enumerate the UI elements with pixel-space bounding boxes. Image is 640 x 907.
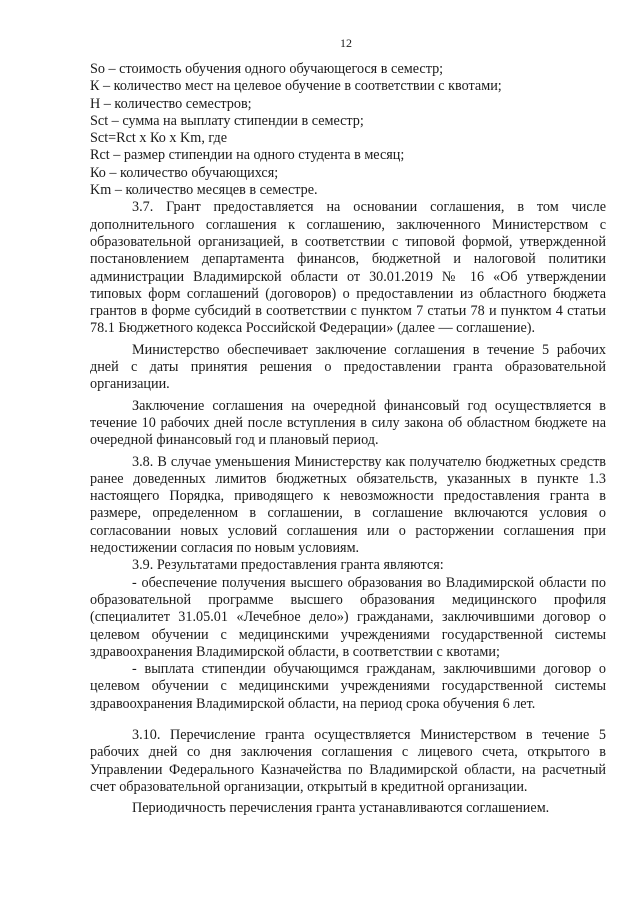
definition-line: Km – количество месяцев в семестре. (90, 182, 318, 199)
definition-line: Rct – размер стипендии на одного студента в месяц; (90, 147, 405, 164)
definition-line: So – стоимость обучения одного обучающегося в семестр; (90, 61, 444, 77)
definition-line: Sct=Rct х Ко х Km, где (90, 130, 228, 147)
paragraph: Министерство обеспечивает заключение соглашения в течение 5 рабочих дней с даты принятия решения о предоставлении гранта образовательной организации. (90, 341, 606, 393)
paragraph-3-7: 3.7. Грант предоставляется на основании соглашения, в том числе дополнительного соглашения к соглашению, заключенного Министерством с образовательной организацией, в соответствии с типовой формой, утвержденной постановлением департамента финансов, бюджетной и налоговой политики администрации Владимирской области от 30.01.2019 № 16 «Об утверждении типовых форм соглашений (договоров) о предоставлении из областного бюджета грантов в форме субсидий в соответствии с пунктом 7 статьи 78 и пунктом 4 статьи 78.1 Бюджетного кодекса Российской Федерации» (далее — соглашение). (90, 199, 606, 337)
result-item: - обеспечение получения высшего образования во Владимирской области по образовательной программе высшего образования медицинского профиля (специалитет 31.05.01 «Лечебное дело») гражданами, заключившими договор о целевом обучении с медицинскими учреждениями государственной системы здравоохранения Владимирской области, в соответствии с квотами; (90, 574, 606, 660)
definition-line: Sct – сумма на выплату стипендии в семестр; (90, 112, 364, 129)
paragraph-3-8: 3.8. В случае уменьшения Министерству как получателю бюджетных средств ранее доведенных лимитов бюджетных обязательств, указанных в пункте 1.3 настоящего Порядка, приводящего к невозможности предоставления гранта в размере, определенном в соглашении, в соглашение включаются условия о согласовании новых условий соглашения или о расторжении соглашения при недостижении согласия по новым условиям. (90, 453, 606, 557)
formula-definitions (90, 61, 606, 199)
paragraph-3-9: 3.9. Результатами предоставления гранта являются: (132, 557, 444, 574)
paragraph: Периодичность перечисления гранта устанавливаются соглашением. (132, 800, 550, 817)
result-item: - выплата стипендии обучающимся гражданам, заключившими договор о целевом обучении с медицинскими учреждениями государственной системы здравоохранения Владимирской области, на период срока обучения 6 лет. (90, 661, 606, 712)
definition-line: Ко – количество обучающихся; (90, 164, 279, 181)
page-number: 12 (340, 36, 352, 50)
paragraph-3-10: 3.10. Перечисление гранта осуществляется Министерством в течение 5 рабочих дней со дня заключения соглашения с лицевого счета, открытого в Управлении Федерального Казначейства по Владимирской области, на расчетный счет образовательной организации, открытый в кредитной организации. (90, 726, 606, 795)
document-body (90, 61, 606, 817)
definition-line: Н – количество семестров; (90, 95, 252, 112)
paragraph: Заключение соглашения на очередной финансовый год осуществляется в течение 10 рабочих дней после вступления в силу закона об областном бюджете на очередной финансовый год и плановый период. (90, 397, 606, 449)
definition-line: К – количество мест на целевое обучение в соответствии с квотами; (90, 78, 502, 95)
